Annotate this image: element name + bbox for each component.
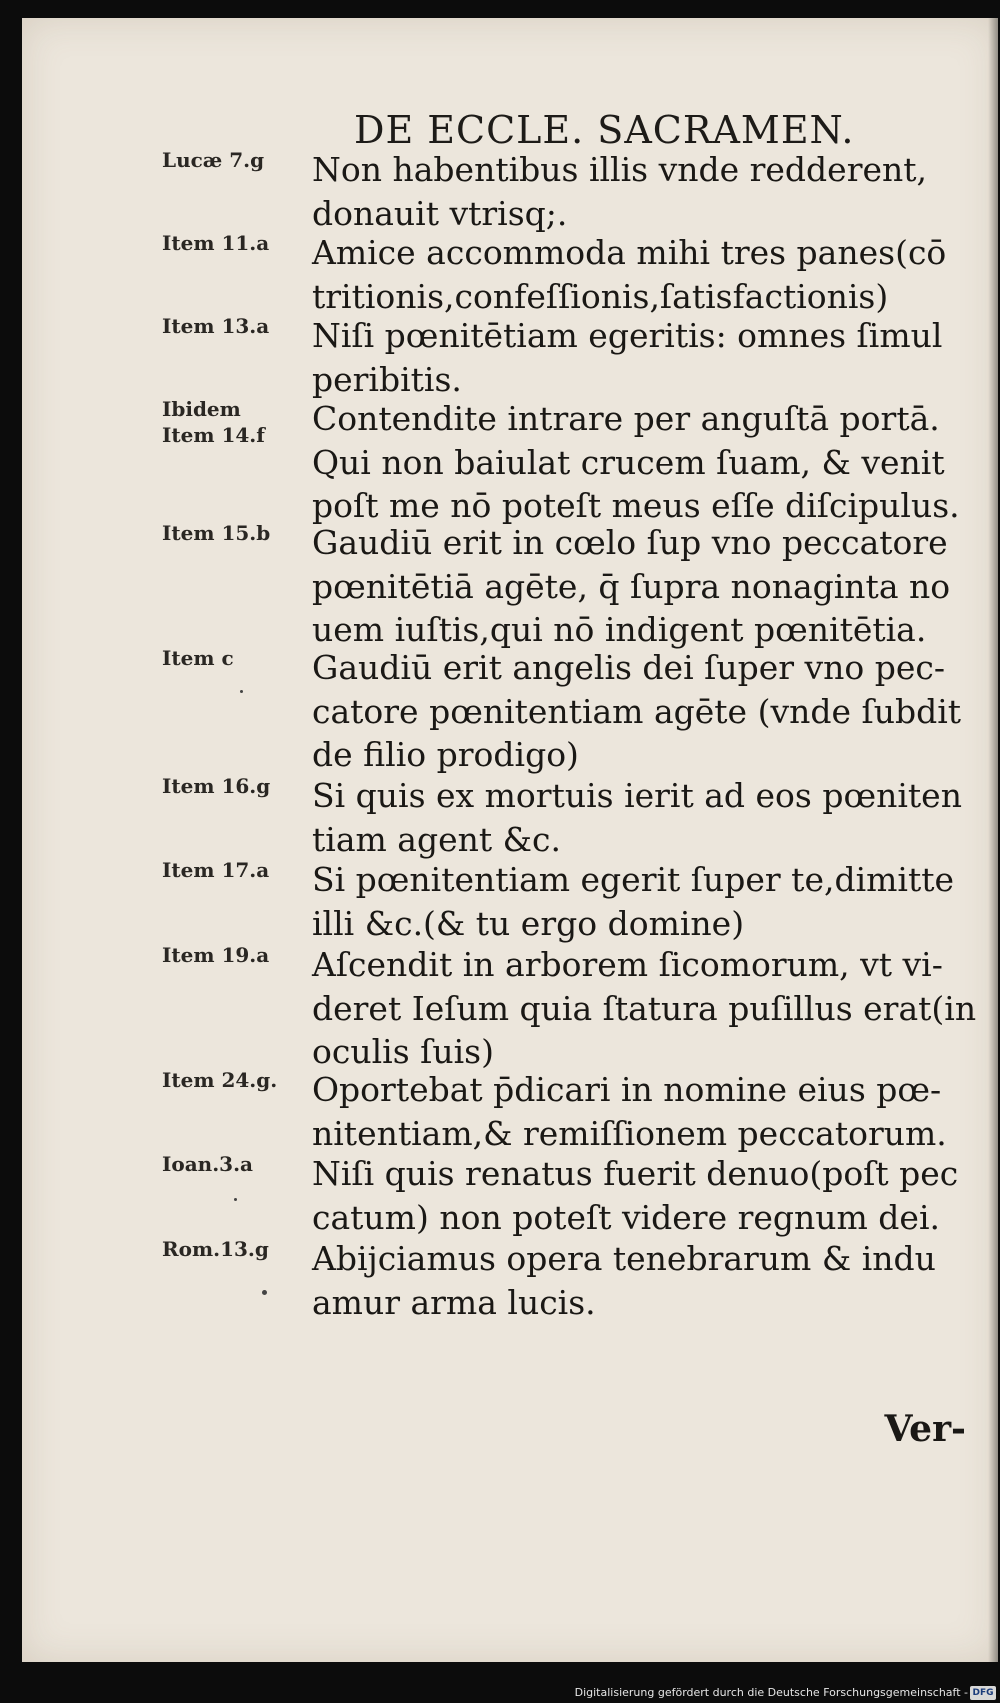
entry-text [312, 314, 987, 401]
text-line: catore pœnitentiam agēte (vnde ſubdit [312, 691, 962, 731]
text-line: illi &c.(& tu ergo domine) [312, 903, 745, 943]
text-line: Aſcendit in arborem ſicomorum, vt vi- [312, 945, 943, 984]
text-line: Gaudiū erit angelis dei ſuper vno pec- [312, 648, 946, 687]
text-line: Abijciamus opera tenebrarum & indu [312, 1239, 936, 1278]
text-line: Gaudiū erit in cœlo ſup vno peccatore [312, 523, 948, 562]
margin-reference: Item c [162, 646, 234, 670]
text-line: catum) non poteſt videre regnum dei. [312, 1197, 940, 1237]
text-line: Contendite intrare per anguſtā portā. [312, 399, 940, 438]
margin-reference: Lucæ 7.g [162, 148, 265, 172]
ink-speck [240, 690, 243, 693]
margin-reference: Item 24.g. [162, 1068, 278, 1092]
text-line: oculis ſuis) [312, 1032, 494, 1071]
margin-reference: Item 16.g [162, 774, 271, 798]
entry-text [312, 1152, 987, 1239]
margin-reference: Item 19.a [162, 943, 270, 967]
text-line: Qui non baiulat crucem ſuam, & venit [312, 442, 945, 482]
text-line: de filio prodigo) [312, 735, 579, 774]
running-title: DE ECCLE. SACRAMEN. [354, 108, 855, 152]
entry-text [312, 521, 987, 652]
text-line: nitentiam,& remiſſionem peccatorum. [312, 1113, 947, 1153]
entry-text [312, 1237, 987, 1324]
digitization-credit: Digitalisierung gefördert durch die Deutsche Forschungsgemeinschaft - [574, 1686, 968, 1699]
text-line: Non habentibus illis vnde redderent, [312, 150, 928, 189]
text-line: uem iuſtis,qui nō indigent pœnitētia. [312, 610, 927, 649]
margin-reference: Item 17.a [162, 858, 270, 882]
margin-reference: Ibidem [162, 397, 241, 421]
text-line: deret Ieſum quia ſtatura puſillus erat(in [312, 988, 977, 1028]
ink-speck [234, 1198, 237, 1201]
text-line: donauit vtrisq;. [312, 193, 568, 233]
ink-speck [262, 1290, 267, 1295]
text-line: poſt me nō poteſt meus eſſe diſcipulus. [312, 486, 960, 525]
margin-reference: Item 14.f [162, 423, 265, 447]
entry-text [312, 858, 987, 945]
entry-text [312, 943, 987, 1074]
entry-text [312, 646, 987, 777]
catchword: Ver- [884, 1408, 966, 1450]
entry-text [312, 397, 987, 528]
margin-reference: Item 15.b [162, 521, 271, 545]
margin-reference: Ioan.3.a [162, 1152, 253, 1176]
text-line: tiam agent &c. [312, 819, 561, 859]
entry-text [312, 1068, 987, 1155]
text-line: Si pœnitentiam egerit ſuper te,dimitte [312, 860, 955, 899]
text-line: Oportebat p̄dicari in nomine eius pœ- [312, 1070, 942, 1109]
margin-reference: Item 11.a [162, 231, 270, 255]
text-line: Si quis ex mortuis ierit ad eos pœniten [312, 776, 962, 815]
text-line: peribitis. [312, 359, 462, 399]
margin-reference: Item 13.a [162, 314, 270, 338]
text-line: Amice accommoda mihi tres panes(cō [312, 233, 947, 272]
book-page [22, 18, 998, 1662]
text-line: amur arma lucis. [312, 1282, 596, 1322]
entry-text [312, 148, 987, 235]
entry-text [312, 231, 987, 318]
entry-text [312, 774, 987, 861]
margin-reference: Rom.13.g [162, 1237, 269, 1261]
text-line: Niſi pœnitētiam egeritis: omnes ſimul [312, 316, 943, 355]
text-line: Niſi quis renatus fuerit denuo(poſt pec [312, 1154, 959, 1193]
dfg-logo: DFG [970, 1686, 996, 1700]
text-line: pœnitētiā agēte, q̄ ſupra nonaginta no [312, 566, 951, 606]
text-line: tritionis,confeſſionis,ſatisfactionis) [312, 276, 889, 316]
